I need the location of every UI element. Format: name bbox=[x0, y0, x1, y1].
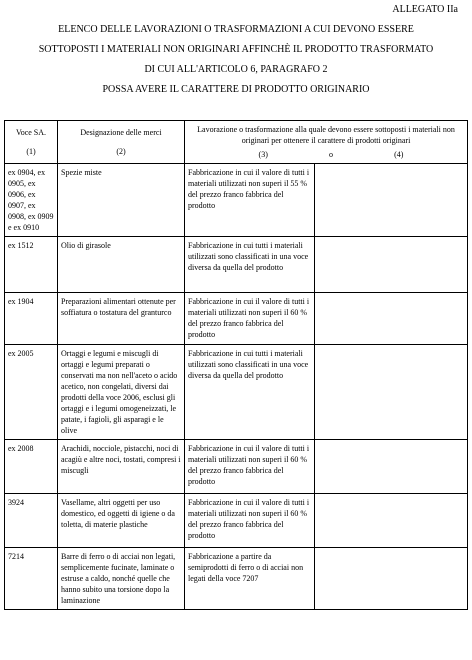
cell-alt bbox=[315, 494, 468, 548]
header-col-processing: Lavorazione o trasformazione alla quale devono essere sottoposti i materiali non originari per ottenere il carattere di prodotti originari (3) o (4) bbox=[185, 121, 468, 164]
cell-desc: Arachidi, nocciole, pistacchi, noci di acagiù e altre noci, tostati, compresi i miscugli bbox=[58, 440, 185, 494]
cell-desc: Ortaggi e legumi e miscugli di ortaggi e legumi preparati o conservati ma non nell'aceto o acido acetico, non congelati, diversi dai prodotti della voce 2006, esclusi gli ortaggi e i legumi omogeneizzati, le patate, i fagioli, gli asparagi e le olive bbox=[58, 345, 185, 440]
cell-alt bbox=[315, 164, 468, 237]
cell-rule: Fabbricazione a partire da semiprodotti di ferro o di acciai non legati della voce 7207 bbox=[185, 548, 315, 610]
cell-desc: Barre di ferro o di acciai non legati, semplicemente fucinate, laminate o estruse a caldo, nonché quelle che hanno subito una torsione dopo la laminazione bbox=[58, 548, 185, 610]
header-or: o bbox=[328, 150, 333, 159]
title-line: SOTTOPOSTI I MATERIALI NON ORIGINARI AFFINCHÈ IL PRODOTTO TRASFORMATO bbox=[38, 44, 434, 55]
cell-code: ex 2008 bbox=[5, 440, 58, 494]
cell-alt bbox=[315, 237, 468, 293]
cell-desc: Olio di girasole bbox=[58, 237, 185, 293]
title-line: POSSA AVERE IL CARATTERE DI PRODOTTO ORIGINARIO bbox=[102, 84, 370, 95]
cell-code: ex 1904 bbox=[5, 293, 58, 345]
cell-code: ex 0904, ex 0905, ex 0906, ex 0907, ex 0908, ex 0909 e ex 0910 bbox=[5, 164, 58, 237]
header-col3-num: (3) bbox=[258, 150, 268, 159]
cell-code: 3924 bbox=[5, 494, 58, 548]
cell-rule: Fabbricazione in cui il valore di tutti i materiali utilizzati non superi il 60 % del prezzo franco fabbrica del prodotto bbox=[185, 494, 315, 548]
document-title bbox=[0, 20, 472, 100]
cell-rule: Fabbricazione in cui il valore di tutti i materiali utilizzati non superi il 55 % del prezzo franco fabbrica del prodotto bbox=[185, 164, 315, 237]
table-header bbox=[5, 121, 468, 164]
header-col-desc: Designazione delle merci (2) bbox=[58, 121, 185, 164]
table-row bbox=[5, 494, 468, 548]
cell-code: ex 2005 bbox=[5, 345, 58, 440]
cell-alt bbox=[315, 345, 468, 440]
table-row bbox=[5, 345, 468, 440]
cell-code: 7214 bbox=[5, 548, 58, 610]
header-col4-num: (4) bbox=[394, 150, 404, 159]
title-line: ELENCO DELLE LAVORAZIONI O TRASFORMAZIONI A CUI DEVONO ESSERE bbox=[58, 24, 414, 35]
table-row bbox=[5, 164, 468, 237]
cell-rule: Fabbricazione in cui tutti i materiali utilizzati sono classificati in una voce diversa da quella del prodotto bbox=[185, 345, 315, 440]
cell-desc: Preparazioni alimentari ottenute per soffiatura o tostatura del granturco bbox=[58, 293, 185, 345]
cell-code: ex 1512 bbox=[5, 237, 58, 293]
cell-desc: Vasellame, altri oggetti per uso domestico, ed oggetti di igiene o da toletta, di materie plastiche bbox=[58, 494, 185, 548]
table-row bbox=[5, 440, 468, 494]
table-row bbox=[5, 293, 468, 345]
annex-label: ALLEGATO IIa bbox=[392, 4, 458, 15]
cell-rule: Fabbricazione in cui tutti i materiali utilizzati sono classificati in una voce diversa da quella del prodotto bbox=[185, 237, 315, 293]
cell-desc: Spezie miste bbox=[58, 164, 185, 237]
cell-rule: Fabbricazione in cui il valore di tutti i materiali utilizzati non superi il 60 % del prezzo franco fabbrica del prodotto bbox=[185, 440, 315, 494]
table-row bbox=[5, 237, 468, 293]
header-col-code: Voce SA. (1) bbox=[5, 121, 58, 164]
title-line: DI CUI ALL'ARTICOLO 6, PARAGRAFO 2 bbox=[144, 64, 328, 75]
cell-alt bbox=[315, 293, 468, 345]
cell-alt bbox=[315, 548, 468, 610]
rules-table bbox=[4, 120, 468, 610]
table-row bbox=[5, 548, 468, 610]
cell-rule: Fabbricazione in cui il valore di tutti i materiali utilizzati non superi il 60 % del prezzo franco fabbrica del prodotto bbox=[185, 293, 315, 345]
cell-alt bbox=[315, 440, 468, 494]
